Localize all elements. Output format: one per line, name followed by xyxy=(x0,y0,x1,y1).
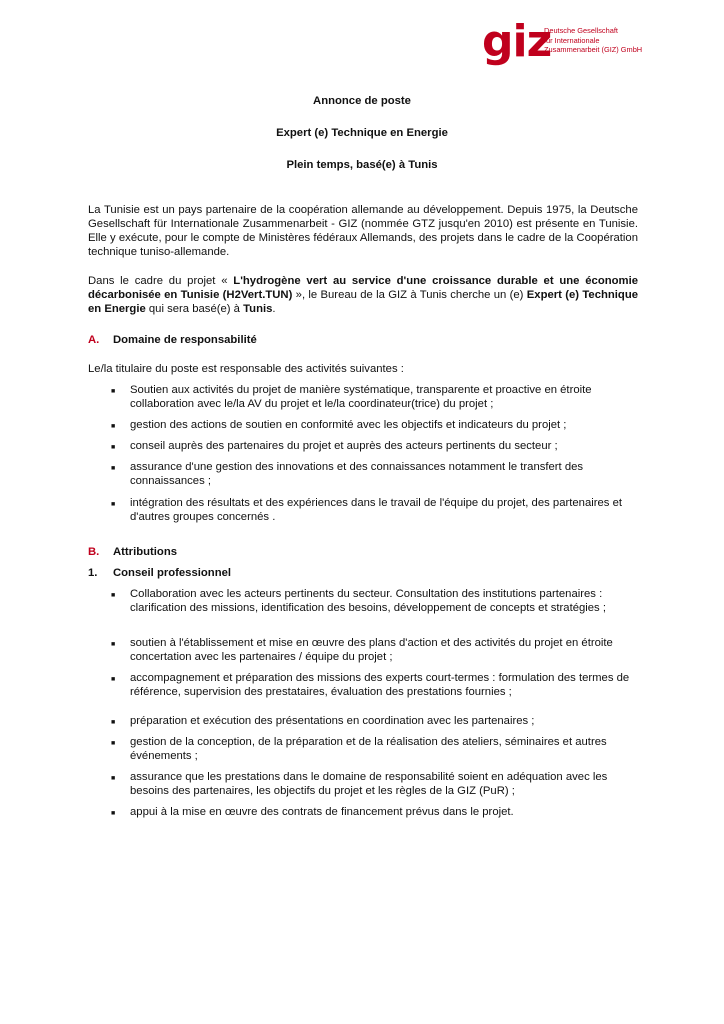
bullet-icon: ■ xyxy=(111,444,116,451)
section-b-title: Attributions xyxy=(113,546,178,558)
document-type-title: Annonce de poste xyxy=(313,95,411,107)
subsection-number: 1. xyxy=(88,567,98,579)
section-a-letter: A. xyxy=(88,334,100,346)
bullet-icon: ■ xyxy=(111,740,116,747)
bullet-icon: ■ xyxy=(111,592,116,599)
giz-logo-text: Deutsche Gesellschaft für Internationale Zusammenarbeit (GIZ) GmbH xyxy=(544,26,643,55)
job-conditions: Plein temps, basé(e) à Tunis xyxy=(286,159,438,171)
project-paragraph: Dans le cadre du projet « L'hydrogène vert au service d'une croissance durable et une économie décarbonisée en Tunisie (H2Vert.TUN) », le Bureau de la GIZ à Tunis cherche un (e) Expert (e) Technique en Energie qui sera basé(e) à Tunis. xyxy=(88,275,639,315)
giz-logo xyxy=(482,16,682,67)
bullet-icon: ■ xyxy=(111,465,116,472)
bullet-icon: ■ xyxy=(111,388,116,395)
giz-logo-mark: giz xyxy=(482,16,552,67)
bullet-icon: ■ xyxy=(111,641,116,648)
section-b-heading xyxy=(88,545,177,559)
section-a-title: Domaine de responsabilité xyxy=(113,334,257,346)
bullet-icon: ■ xyxy=(111,719,116,726)
bullet-icon: ■ xyxy=(111,810,116,817)
subsection-title: Conseil professionnel xyxy=(113,567,232,579)
bullet-icon: ■ xyxy=(111,676,116,683)
role-name: Expert (e) Technique en Energie xyxy=(88,289,639,315)
project-name: L'hydrogène vert au service d'une croissance durable et une économie décarbonisée en Tunisie (H2Vert.TUN) xyxy=(88,275,638,301)
section-b-letter: B. xyxy=(88,546,100,558)
bullet-icon: ■ xyxy=(111,501,116,508)
bullet-icon: ■ xyxy=(111,423,116,430)
city-name: Tunis xyxy=(243,303,273,315)
section-a-heading xyxy=(88,333,257,347)
intro-paragraph: La Tunisie est un pays partenaire de la coopération allemande au développement. Depuis 1975, la Deutsche Gesellschaft für Internationale Zusammenarbeit - GIZ (nommée GTZ jusqu'en 2010) est présente en Tunisie. Elle y exécute, pour le compte de Ministères fédéraux Allemands, des projets dans le cadre de la Coopération technique tuniso-allemande. xyxy=(88,204,638,258)
job-title: Expert (e) Technique en Energie xyxy=(276,127,448,139)
subsection-heading xyxy=(88,566,231,580)
bullet-icon: ■ xyxy=(111,775,116,782)
section-a-lead: Le/la titulaire du poste est responsable des activités suivantes : xyxy=(88,363,404,375)
